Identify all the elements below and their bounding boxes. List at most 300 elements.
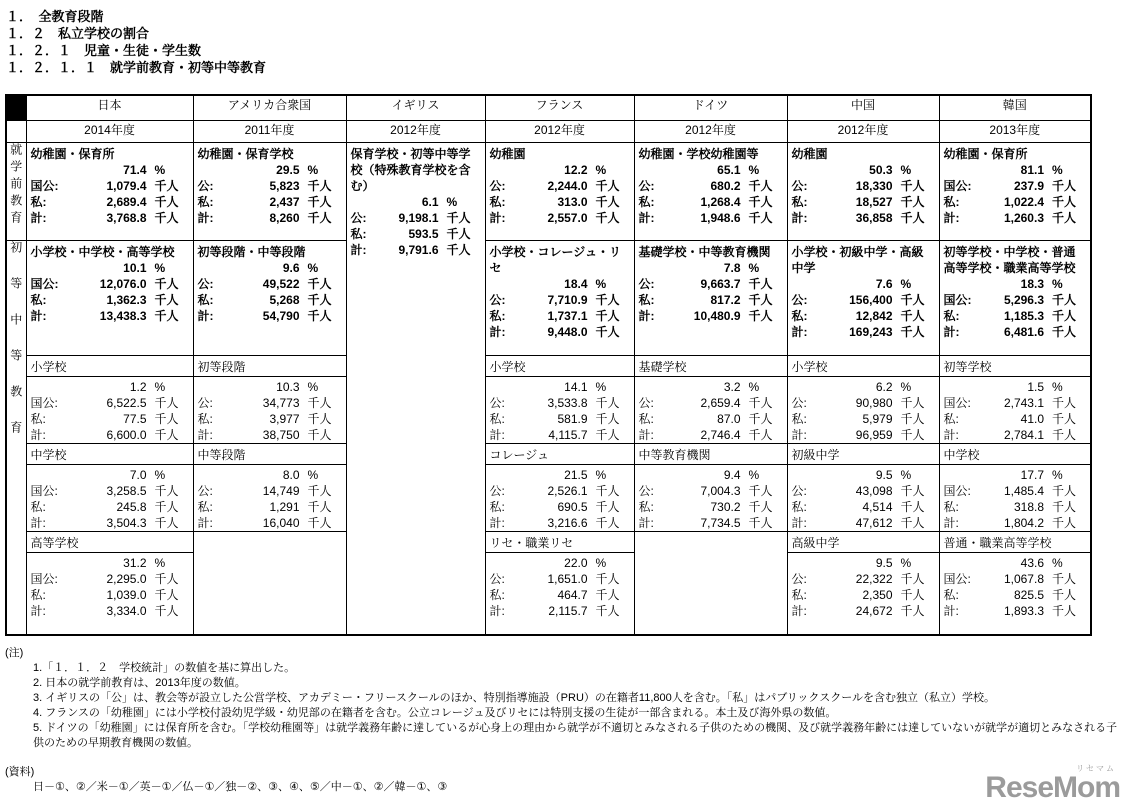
row-label: 計: (943, 603, 959, 618)
row-label (31, 555, 61, 571)
enrollment-row (30, 587, 190, 603)
title-line-2: １．２ 私立学校の割合 (6, 26, 150, 41)
private-share-percent-row (791, 555, 936, 571)
row-label: 計: (197, 210, 214, 225)
school-type-name: 初等学校 (940, 358, 1091, 377)
row-label: 私: (943, 194, 960, 209)
school-block (940, 241, 1091, 340)
row-value: 2,115.7 (548, 603, 588, 618)
enrollment-row (350, 210, 482, 226)
row-label: 公: (197, 276, 214, 291)
school-type-name: リセ・職業リセ (486, 534, 634, 553)
private-share-percent-row (197, 162, 343, 178)
enrollment-row (30, 178, 190, 194)
row-value: 10.1 (123, 260, 147, 275)
document-titles (0, 0, 1132, 76)
school-type-name: 中等段階 (194, 446, 346, 465)
private-share-percent-row (489, 555, 631, 571)
enrollment-row (638, 210, 784, 226)
row-unit: 千人 (154, 483, 179, 498)
row-label: 私: (489, 499, 505, 514)
row-label: 計: (489, 427, 505, 442)
row-unit: 千人 (1052, 411, 1077, 426)
row-unit: 千人 (307, 308, 332, 323)
school-block (940, 444, 1091, 531)
row-label: 計: (791, 515, 807, 530)
row-value: 87.0 (717, 411, 741, 426)
cell-japan-level-3 (26, 531, 193, 635)
row-unit: 千人 (900, 210, 925, 225)
enrollment-row (943, 178, 1088, 194)
private-share-percent-row (943, 379, 1088, 395)
country-header-uk: イギリス (346, 95, 485, 120)
row-value: 12.2 (564, 162, 588, 177)
row-group-preschool (6, 142, 26, 240)
cell-china-level-1 (787, 355, 939, 443)
row-unit: 千人 (154, 178, 179, 193)
row-label (944, 276, 974, 292)
enrollment-row (489, 587, 631, 603)
row-label: 私: (638, 499, 654, 514)
row-value: 464.7 (557, 587, 588, 602)
row-value: 3,216.6 (547, 515, 588, 530)
row-value: 21.5 (564, 467, 588, 482)
row-value: 2,746.4 (700, 427, 741, 442)
cell-germany-level-1 (634, 355, 787, 443)
row-label: 計: (30, 308, 47, 323)
row-unit: 千人 (307, 483, 332, 498)
row-value: 7,734.5 (700, 515, 741, 530)
school-block (194, 241, 346, 324)
enrollment-row (791, 499, 936, 515)
row-unit: % (900, 467, 912, 482)
row-value: 9.4 (723, 467, 741, 482)
enrollment-row (489, 515, 631, 531)
row-label: 私: (30, 499, 46, 514)
school-block (635, 241, 787, 324)
enrollment-row (350, 226, 482, 242)
row-unit: % (1052, 276, 1063, 291)
row-unit: 千人 (748, 515, 773, 530)
row-value: 1,485.4 (1003, 483, 1044, 498)
cell-korea-level-1 (939, 355, 1091, 443)
cell-usa-level-3 (193, 531, 346, 635)
row-value: 1,291 (269, 499, 300, 514)
enrollment-row (30, 427, 190, 443)
year-usa: 2011年度 (193, 120, 346, 142)
title-line-3: １．２．１ 児童・生徒・学生数 (6, 43, 202, 58)
enrollment-row (638, 411, 784, 427)
enrollment-row (30, 515, 190, 531)
row-unit: 千人 (307, 515, 332, 530)
cell-japan-level-1 (26, 355, 193, 443)
cell-korea-combined (939, 240, 1091, 355)
cell-france-level-3 (485, 531, 634, 635)
year-uk: 2012年度 (346, 120, 485, 142)
enrollment-row (638, 276, 784, 292)
row-label (639, 467, 669, 483)
row-unit: 千人 (1052, 499, 1077, 514)
school-type-name: 普通・職業高等学校 (940, 534, 1091, 553)
row-label (792, 555, 822, 571)
row-label: 私: (791, 308, 808, 323)
enrollment-row (943, 324, 1088, 340)
row-value: 1,260.3 (1003, 210, 1044, 225)
cell-france-level-2 (485, 443, 634, 531)
enrollment-row (197, 515, 343, 531)
row-unit: 千人 (748, 194, 773, 209)
row-label (198, 260, 228, 276)
cell-germany-level-3 (634, 531, 787, 635)
row-label: 公: (791, 395, 807, 410)
school-block (194, 143, 346, 226)
row-label: 私: (943, 587, 959, 602)
school-type-name: 中等教育機関 (635, 446, 787, 465)
enrollment-row (638, 178, 784, 194)
enrollment-row (791, 483, 936, 499)
school-block (940, 356, 1091, 443)
row-unit: % (154, 379, 166, 394)
enrollment-row (350, 242, 482, 258)
enrollment-row (489, 499, 631, 515)
row-value: 22,322 (855, 571, 893, 586)
row-label: 公: (791, 483, 807, 498)
row-label: 私: (791, 194, 808, 209)
row-label (944, 379, 974, 395)
row-unit: 千人 (446, 210, 471, 225)
row-value: 169,243 (849, 324, 893, 339)
sources-heading: (資料) (5, 766, 35, 778)
row-value: 5,296.3 (1003, 292, 1044, 307)
row-unit: 千人 (748, 210, 773, 225)
row-value: 2,689.4 (106, 194, 147, 209)
row-value: 18,330 (855, 178, 893, 193)
row-value: 81.1 (1020, 162, 1044, 177)
row-value: 2,659.4 (700, 395, 741, 410)
notes-section (5, 646, 1132, 751)
row-value: 1,804.2 (1003, 515, 1044, 530)
row-group-primary-secondary (6, 240, 26, 635)
row-unit: 千人 (900, 587, 925, 602)
enrollment-row (30, 194, 190, 210)
row-value: 7,004.3 (700, 483, 741, 498)
enrollment-row (943, 571, 1088, 587)
row-value: 3,533.8 (547, 395, 588, 410)
row-unit: 千人 (1052, 292, 1077, 307)
school-block (940, 143, 1091, 226)
row-unit: 千人 (1052, 395, 1077, 410)
row-unit: 千人 (154, 210, 179, 225)
row-label: 計: (791, 603, 807, 618)
row-label: 国公: (943, 483, 971, 498)
row-value: 2,244.0 (547, 178, 588, 193)
row-unit: 千人 (154, 603, 179, 618)
row-value: 2,743.1 (1003, 395, 1044, 410)
row-unit: 千人 (595, 178, 620, 193)
cell-japan-combined (26, 240, 193, 355)
row-value: 1,362.3 (106, 292, 147, 307)
row-value: 34,773 (262, 395, 300, 410)
row-value: 12,076.0 (99, 276, 147, 291)
enrollment-row (489, 194, 631, 210)
row-value: 1,039.0 (106, 587, 147, 602)
row-unit: % (748, 162, 760, 177)
private-share-percent-row (943, 555, 1088, 571)
row-unit: 千人 (154, 276, 179, 291)
row-unit: % (307, 379, 319, 394)
enrollment-row (489, 571, 631, 587)
enrollment-row (791, 194, 936, 210)
row-unit: 千人 (1052, 324, 1077, 339)
enrollment-row (943, 395, 1088, 411)
row-label (792, 379, 822, 395)
country-header-japan: 日本 (26, 95, 193, 120)
private-share-percent-row (350, 194, 482, 210)
enrollment-row (943, 499, 1088, 515)
school-block (486, 444, 634, 531)
enrollment-row (791, 603, 936, 619)
private-share-percent-row (943, 162, 1088, 178)
row-unit: 千人 (595, 292, 620, 307)
row-value: 9,448.0 (547, 324, 588, 339)
school-type-name: 幼稚園・学校幼稚園等 (638, 146, 759, 161)
enrollment-row (791, 324, 936, 340)
row-value: 14,749 (262, 483, 300, 498)
school-type-name: 高等学校 (27, 534, 193, 553)
row-unit: 千人 (154, 427, 179, 442)
row-value: 49,522 (262, 276, 300, 291)
row-value: 1,268.4 (700, 194, 741, 209)
row-value: 817.2 (710, 292, 741, 307)
enrollment-row (791, 308, 936, 324)
row-label: 計: (638, 210, 655, 225)
enrollment-row (943, 308, 1088, 324)
school-type-name: 小学校・中学校・高等学校 (30, 244, 175, 259)
row-value: 2,784.1 (1003, 427, 1044, 442)
row-value: 593.5 (408, 226, 439, 241)
school-type-name: 高級中学 (788, 534, 939, 553)
enrollment-row (197, 395, 343, 411)
row-value: 36,858 (855, 210, 893, 225)
enrollment-row (489, 308, 631, 324)
row-value: 1,067.8 (1003, 571, 1044, 586)
enrollment-row (489, 483, 631, 499)
row-unit: % (595, 276, 607, 291)
school-type-name: 幼稚園・保育所 (943, 146, 1028, 161)
enrollment-row (489, 324, 631, 340)
row-value: 1,893.3 (1003, 603, 1044, 618)
row-label (490, 467, 520, 483)
row-label: 私: (943, 308, 960, 323)
cell-japan-preschool (26, 142, 193, 240)
cell-korea-level-2 (939, 443, 1091, 531)
row-label: 計: (791, 324, 808, 339)
title-line-4: １．２．１．１ 就学前教育・初等中等教育 (6, 60, 267, 75)
row-value: 5,268 (269, 292, 300, 307)
enrollment-row (489, 292, 631, 308)
row-value: 8,260 (269, 210, 300, 225)
year-france: 2012年度 (485, 120, 634, 142)
row-label: 公: (197, 395, 213, 410)
row-value: 24,672 (855, 603, 893, 618)
row-value: 18.4 (564, 276, 588, 291)
school-type-name: 初等段階・中等段階 (197, 244, 306, 259)
row-unit: 千人 (595, 483, 620, 498)
enrollment-row (30, 292, 190, 308)
row-label: 私: (350, 226, 367, 241)
country-header-korea: 韓国 (939, 95, 1091, 120)
cell-china-level-3 (787, 531, 939, 635)
row-value: 12,842 (855, 308, 893, 323)
private-share-percent-row (638, 162, 784, 178)
row-unit: 千人 (1052, 587, 1077, 602)
row-label (198, 467, 228, 483)
enrollment-row (638, 308, 784, 324)
cell-usa-level-2 (193, 443, 346, 531)
enrollment-row (197, 210, 343, 226)
row-label: 公: (489, 395, 505, 410)
preschool-row (6, 142, 1091, 240)
school-type-name: 初等段階 (194, 358, 346, 377)
row-label: 公: (791, 178, 808, 193)
private-share-percent-row (791, 467, 936, 483)
enrollment-row (489, 395, 631, 411)
row-label: 公: (489, 292, 506, 307)
note-item-3: 3. イギリスの「公」は、教会等が設立した公営学校、アカデミー・フリースクールのほか、特別指導施設（PRU）の在籍者11,800人を含む。「私」はパブリックスクールを含む独立（私立）学校。 (33, 692, 996, 704)
cell-usa-preschool (193, 142, 346, 240)
school-type-name: 幼稚園・保育学校 (197, 146, 294, 161)
row-unit: % (595, 467, 607, 482)
row-label: 私: (943, 411, 959, 426)
row-value: 3,258.5 (106, 483, 147, 498)
row-unit: 千人 (748, 411, 773, 426)
row-value: 3,768.8 (106, 210, 147, 225)
row-unit: 千人 (595, 395, 620, 410)
row-label: 公: (197, 178, 214, 193)
row-label: 計: (943, 427, 959, 442)
row-label: 計: (489, 324, 506, 339)
enrollment-row (197, 178, 343, 194)
cell-germany-preschool (634, 142, 787, 240)
row-value: 3,977 (269, 411, 300, 426)
enrollment-row (30, 603, 190, 619)
row-unit: % (154, 162, 166, 177)
title-line-1: １． 全教育段階 (6, 9, 104, 24)
enrollment-row (30, 571, 190, 587)
school-block (635, 143, 787, 226)
row-unit: 千人 (900, 324, 925, 339)
row-value: 6.2 (875, 379, 893, 394)
row-value: 7,710.9 (547, 292, 588, 307)
row-unit: % (1052, 379, 1063, 394)
row-unit: 千人 (900, 483, 925, 498)
private-share-percent-row (197, 467, 343, 483)
cell-korea-preschool (939, 142, 1091, 240)
cell-france-preschool (485, 142, 634, 240)
row-label: 私: (197, 411, 213, 426)
row-unit: % (595, 379, 607, 394)
row-unit: 千人 (1052, 571, 1077, 586)
row-value: 1.2 (129, 379, 147, 394)
row-label: 計: (638, 427, 654, 442)
enrollment-row (30, 395, 190, 411)
row-unit: 千人 (595, 427, 620, 442)
cell-france-combined (485, 240, 634, 355)
level-3-row (6, 531, 1091, 635)
enrollment-row (197, 292, 343, 308)
row-label: 国公: (943, 178, 972, 193)
row-label: 計: (197, 427, 213, 442)
row-value: 1,737.1 (547, 308, 588, 323)
row-value: 9,791.6 (398, 242, 439, 257)
enrollment-row (197, 194, 343, 210)
private-share-percent-row (943, 276, 1088, 292)
school-block (486, 356, 634, 443)
row-label: 計: (489, 603, 505, 618)
row-label (351, 194, 381, 210)
school-type-name: 基礎学校・中等教育機関 (638, 244, 771, 259)
row-value: 3,334.0 (106, 603, 147, 618)
enrollment-row (791, 571, 936, 587)
row-value: 9,198.1 (398, 210, 439, 225)
private-share-percent-row (489, 162, 631, 178)
enrollment-row (30, 308, 190, 324)
row-unit: 千人 (595, 308, 620, 323)
private-share-percent-row (30, 467, 190, 483)
school-type-name: 基礎学校 (635, 358, 787, 377)
enrollment-row (791, 210, 936, 226)
row-value: 71.4 (123, 162, 147, 177)
row-unit: % (748, 467, 760, 482)
private-share-percent-row (30, 162, 190, 178)
row-value: 18,527 (855, 194, 893, 209)
row-label (198, 162, 228, 178)
cell-uk-merged (346, 142, 485, 635)
year-japan: 2014年度 (26, 120, 193, 142)
row-unit: 千人 (900, 603, 925, 618)
row-value: 16,040 (262, 515, 300, 530)
row-label: 国公: (943, 292, 972, 307)
row-label: 公: (638, 276, 655, 291)
row-value: 1.5 (1027, 379, 1044, 394)
row-value: 156,400 (849, 292, 893, 307)
enrollment-row (791, 411, 936, 427)
row-value: 90,980 (855, 395, 893, 410)
row-value: 5,979 (862, 411, 893, 426)
row-unit: % (154, 555, 166, 570)
row-value: 3,504.3 (106, 515, 147, 530)
private-share-percent-row (30, 555, 190, 571)
row-unit: 千人 (595, 603, 620, 618)
row-label (792, 467, 822, 483)
row-label: 国公: (30, 571, 58, 586)
level-2-row (6, 443, 1091, 531)
year-korea: 2013年度 (939, 120, 1091, 142)
school-block (635, 356, 787, 443)
school-type-name: 幼稚園・保育所 (30, 146, 115, 161)
row-value: 2,295.0 (106, 571, 147, 586)
row-unit: 千人 (900, 194, 925, 209)
row-value: 65.1 (717, 162, 741, 177)
row-unit: 千人 (1052, 308, 1077, 323)
row-label (31, 467, 61, 483)
cell-france-level-1 (485, 355, 634, 443)
enrollment-row (30, 411, 190, 427)
school-type-name: 中学校 (940, 446, 1091, 465)
row-label: 計: (350, 242, 367, 257)
row-value: 10.3 (276, 379, 300, 394)
enrollment-row (943, 427, 1088, 443)
